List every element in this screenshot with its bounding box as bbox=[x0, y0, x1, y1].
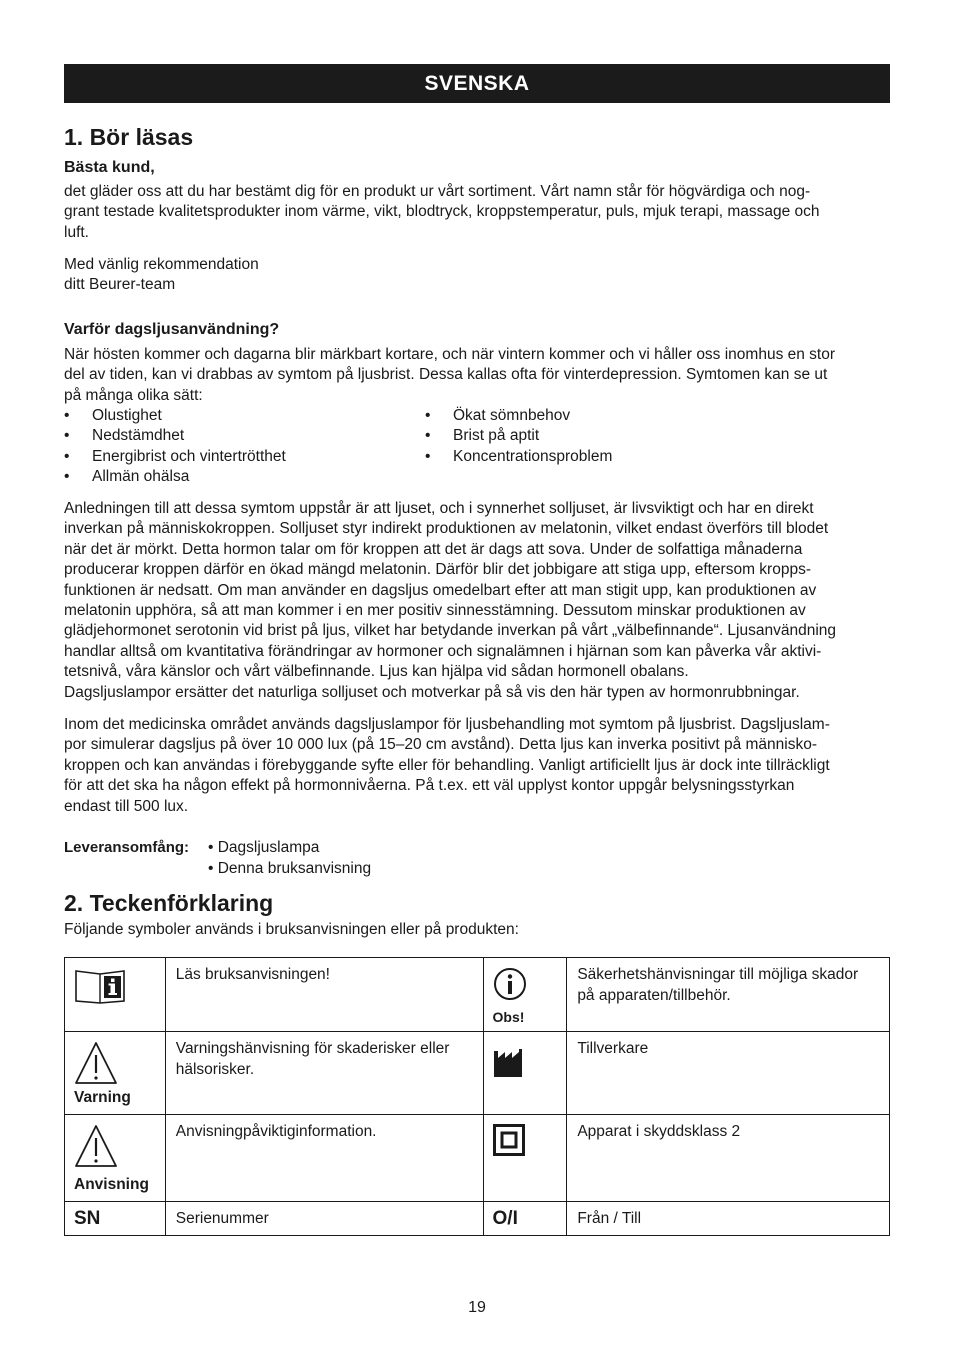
why-line: på många olika sätt: bbox=[64, 386, 203, 404]
serial-number-symbol: SN bbox=[74, 1208, 101, 1229]
greeting: Bästa kund, bbox=[64, 159, 155, 176]
symptom-text: Energibrist och vintertrötthet bbox=[92, 448, 286, 465]
why-line: När hösten kommer och dagarna blir märkbart kortare, och när vintern kommer och vi håller oss inomhus en stor bbox=[64, 346, 836, 363]
icon-cell bbox=[483, 958, 567, 1032]
medical-line: kroppen och kan användas i förebyggande syfte eller för behandling. Vanligt artificiellt ljus är dock inte tillräckligt bbox=[64, 756, 830, 774]
symptom-text: Ökat sömnbehov bbox=[453, 407, 571, 424]
description-cell bbox=[567, 1202, 890, 1236]
symbol-description: Tillverkare bbox=[577, 1040, 649, 1057]
why-line: del av tiden, kan vi drabbas av symtom på ljusbrist. Dessa kallas ofta för vinterdepression. Symtomen kan se ut bbox=[64, 366, 828, 384]
reason-line: tetsnivå, våra känslor och vårt välbefinnande. Ljus kan hjälpa vid sådan hormonell obalans. bbox=[64, 663, 689, 681]
delivery-item: • Denna bruksanvisning bbox=[208, 860, 372, 877]
description-cell bbox=[567, 1032, 890, 1115]
reason-line: funktionen är nedsatt. Om man använder en dagsljus omedelbart efter att man stigit upp, kan produktionen av bbox=[64, 581, 817, 599]
icon-cell bbox=[65, 958, 166, 1032]
bullet-dot: • bbox=[425, 448, 431, 465]
caution-triangle-icon bbox=[74, 1124, 118, 1173]
delivery-item: • Dagsljuslampa bbox=[208, 839, 320, 856]
symbol-description: Serienummer bbox=[175, 1210, 269, 1227]
reason-line: producerar kroppen därför en ökad mängd melatonin. Därför blir det jobbigare att stiga upp, eftersom kropps- bbox=[64, 561, 811, 579]
on-off-symbol: O/I bbox=[492, 1208, 518, 1229]
medical-line: Inom det medicinska området används dagsljuslampor för ljusbehandling mot symtom på ljusbrist. Dagsljuslam- bbox=[64, 716, 830, 733]
icon-cell bbox=[65, 1115, 166, 1202]
table-row bbox=[65, 1202, 890, 1236]
icon-cell bbox=[65, 1032, 166, 1115]
regards-line: ditt Beurer-team bbox=[64, 276, 176, 294]
symbol-description: Anvisningpåviktiginformation. bbox=[175, 1123, 377, 1140]
info-label: Obs! bbox=[492, 1009, 525, 1025]
bullet-dot: • bbox=[64, 427, 70, 444]
symptom-text: Olustighet bbox=[92, 407, 162, 424]
symbols-table bbox=[64, 957, 890, 1236]
language-title: SVENSKA bbox=[424, 71, 530, 95]
regards-paragraph bbox=[64, 255, 890, 296]
reason-line: inverkan på människokroppen. Solljuset styr indirekt produktionen av melatonin, vilket endast överförs till blodet bbox=[64, 520, 829, 538]
symbol-description: Läs bruksanvisningen! bbox=[175, 966, 330, 983]
bullet-dot: • bbox=[64, 448, 70, 465]
reason-line: melatonin upphöra, så att man kommer i en mer positiv sinnesstämning. Dessutom minskar produktionen av bbox=[64, 602, 806, 620]
reason-line: Anledningen till att dessa symtom uppstår är att ljuset, och i synnerhet solljuset, är livsviktigt och har en direkt bbox=[64, 500, 814, 517]
intro-line: det gläder oss att du har bestämt dig för en produkt ur vårt sortiment. Vårt namn står för högvärdiga och nog- bbox=[64, 183, 811, 200]
page-number: 19 bbox=[468, 1299, 486, 1316]
regards-line: Med vänlig rekommendation bbox=[64, 256, 259, 273]
intro-line: luft. bbox=[64, 223, 89, 241]
symbols-intro bbox=[64, 920, 890, 940]
symbols-intro-line: Följande symboler används i bruksanvisningen eller på produkten: bbox=[64, 921, 519, 938]
manual-book-icon bbox=[74, 968, 126, 1009]
why-paragraph bbox=[64, 345, 890, 406]
note-label: Anvisning bbox=[74, 1176, 149, 1193]
table-row bbox=[65, 958, 890, 1032]
table-row bbox=[65, 1032, 890, 1115]
symbol-description: Varningshänvisning för skaderisker eller hälsorisker. bbox=[175, 1040, 450, 1078]
section-1-title: 1. Bör läsas bbox=[64, 124, 194, 150]
symptom-text: Koncentrationsproblem bbox=[453, 448, 613, 465]
symptom-text: Allmän ohälsa bbox=[92, 468, 190, 485]
icon-cell bbox=[483, 1032, 567, 1115]
warning-triangle-icon bbox=[74, 1041, 118, 1090]
description-cell bbox=[165, 1032, 483, 1115]
icon-cell bbox=[483, 1202, 567, 1236]
bullet-dot: • bbox=[425, 427, 431, 444]
protection-class-2-icon bbox=[493, 1124, 525, 1161]
description-cell bbox=[165, 1115, 483, 1202]
info-circle-icon bbox=[493, 967, 527, 1006]
reason-line: Dagsljuslampor ersätter det naturliga solljuset och motverkar på så vis den här typen av hormonrubbningar. bbox=[64, 683, 800, 701]
reason-line: handlar alltså om kvantitativa förändringar av hormoner och signalämnen i hjärnan som kan påverka vår aktivi- bbox=[64, 642, 822, 660]
reason-line: glädjehormonet serotonin vid brist på ljus, vilket har betydande inverkan på vårt „välbefinnande“. Ljusanvändning bbox=[64, 622, 837, 640]
reason-paragraph bbox=[64, 499, 890, 703]
bullet-dot: • bbox=[425, 407, 431, 424]
intro-line: grant testade kvalitetsprodukter inom värme, vikt, blodtryck, kroppstemperatur, puls, mjuk terapi, massage och bbox=[64, 203, 820, 221]
icon-cell bbox=[483, 1115, 567, 1202]
medical-line: endast till 500 lux. bbox=[64, 797, 189, 815]
symbol-description: Från / Till bbox=[577, 1210, 642, 1227]
delivery-scope-label: Leveransomfång: bbox=[64, 839, 190, 856]
medical-paragraph bbox=[64, 715, 890, 817]
intro-paragraph bbox=[64, 182, 890, 243]
reason-line: när det är mörkt. Detta hormon talar om för kroppen att det är dags att sova. Under de solfattiga månaderna bbox=[64, 540, 803, 558]
bullet-dot: • bbox=[64, 468, 70, 485]
table-row bbox=[65, 1115, 890, 1202]
medical-line: för att det ska ha någon effekt på hormonnivåerna. På t.ex. ett väl upplyst kontor uppgår belysningsstyrkan bbox=[64, 777, 795, 795]
icon-cell bbox=[65, 1202, 166, 1236]
description-cell bbox=[567, 1115, 890, 1202]
symbol-description: Säkerhetshänvisningar till möjliga skador på apparaten/tillbehör. bbox=[577, 966, 859, 1004]
description-cell bbox=[165, 958, 483, 1032]
bullet-dot: • bbox=[64, 407, 70, 424]
why-daylight-title: Varför dagsljusanvändning? bbox=[64, 321, 280, 338]
warning-label: Varning bbox=[74, 1089, 131, 1106]
language-header-bar bbox=[64, 64, 890, 103]
section-2-title: 2. Teckenförklaring bbox=[64, 890, 274, 916]
description-cell bbox=[567, 958, 890, 1032]
symbol-description: Apparat i skyddsklass 2 bbox=[577, 1123, 741, 1140]
description-cell bbox=[165, 1202, 483, 1236]
symptom-text: Nedstämdhet bbox=[92, 427, 185, 444]
symptom-text: Brist på aptit bbox=[453, 427, 540, 444]
manufacturer-icon bbox=[493, 1048, 523, 1083]
medical-line: por simulerar dagsljus på över 10 000 lux (på 15–20 cm avstånd). Detta ljus kan inverka positivt på människo- bbox=[64, 736, 817, 754]
